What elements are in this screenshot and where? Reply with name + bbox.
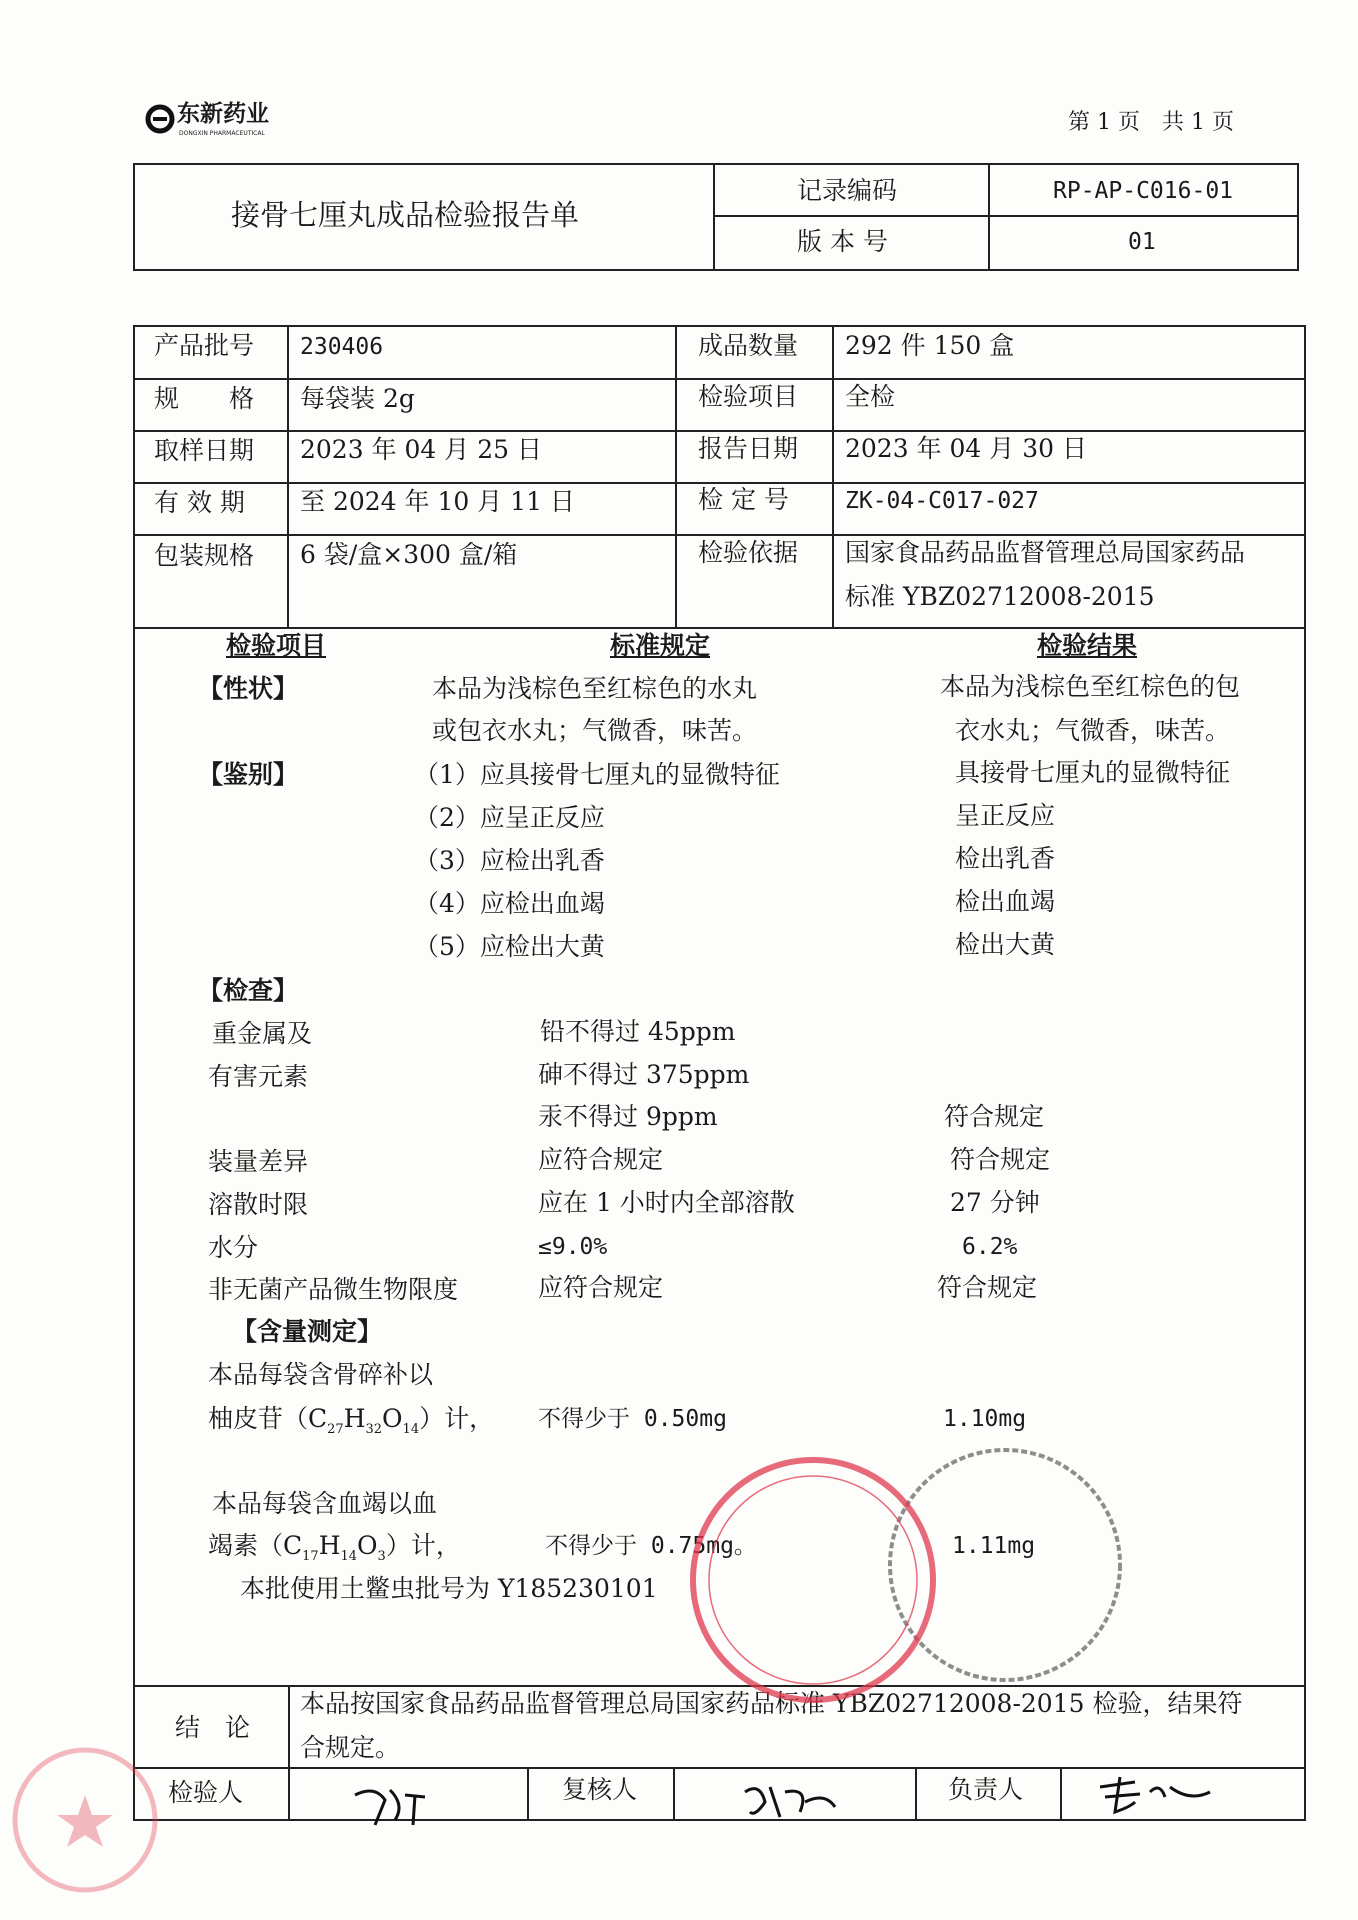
standard-text: 不得少于 0.50mg — [538, 1406, 727, 1432]
result-text: 符合规定 — [944, 1102, 1045, 1131]
basis-line-1: 国家食品药品监督管理总局国家药品 — [845, 538, 1246, 567]
result-text: 符合规定 — [950, 1145, 1051, 1174]
conclusion-text: 合规定。 — [300, 1733, 401, 1762]
result-text: 1.11mg — [952, 1533, 1036, 1559]
responsible-label: 负责人 — [948, 1775, 1024, 1804]
result-text: 符合规定 — [937, 1273, 1038, 1302]
conclusion-text: 本品按国家食品药品监督管理总局国家药品标准 YBZ02712008-2015 检验，结果符 — [300, 1689, 1243, 1718]
basis-label: 检验依据 — [698, 538, 799, 567]
result-text: 检出乳香 — [955, 844, 1056, 873]
standard-text: （4）应检出血竭 — [414, 889, 605, 918]
column-header-standard: 标准规定 — [610, 631, 711, 660]
standard-text: （1）应具接骨七厘丸的显微特征 — [414, 760, 780, 789]
result-text: 6.2% — [962, 1234, 1018, 1260]
logo-mark-icon — [145, 104, 175, 134]
reviewer-label: 复核人 — [562, 1775, 638, 1804]
version: 01 — [1128, 229, 1156, 255]
sample-date: 2023 年 04 月 25 日 — [300, 435, 542, 464]
batch-note: 本批使用土鳖虫批号为 Y185230101 — [240, 1574, 658, 1603]
item-label: 柚皮苷$(C_{27}H_{32}O_{14})$计， — [208, 1404, 495, 1437]
expiry: 至 2024 年 10 月 11 日 — [300, 487, 575, 516]
item-label: 溶散时限 — [208, 1190, 309, 1219]
item-label: 非无菌产品微生物限度 — [208, 1275, 459, 1304]
spec-label: 规 格 — [154, 384, 255, 413]
package-label: 包装规格 — [154, 541, 255, 570]
header-table — [133, 163, 1299, 271]
standard-text: 铅不得过 45ppm — [540, 1017, 736, 1046]
item-label: 本品每袋含血竭以血 — [212, 1489, 438, 1518]
column-header-result: 检验结果 — [1037, 631, 1138, 660]
result-text: 27 分钟 — [950, 1188, 1040, 1217]
standard-text: 或包衣水丸；气微香，味苦。 — [432, 716, 758, 745]
item-label: 竭素$(C_{17}H_{14}O_3)$计， — [208, 1531, 461, 1564]
corner-quality-stamp — [10, 1725, 160, 1915]
report-date: 2023 年 04 月 30 日 — [845, 434, 1087, 463]
batch-label: 产品批号 — [154, 331, 255, 360]
version-label: 版 本 号 — [797, 227, 888, 256]
batch-number: 230406 — [300, 334, 384, 360]
expiry-label: 有 效 期 — [154, 488, 245, 517]
report-date-label: 报告日期 — [698, 434, 799, 463]
standard-text: （2）应呈正反应 — [414, 803, 605, 832]
inspector-label: 检验人 — [168, 1778, 244, 1807]
item-label: 装量差异 — [208, 1147, 309, 1176]
standard-text: ≤9.0% — [538, 1234, 608, 1260]
company-logo — [145, 100, 295, 142]
column-header-item: 检验项目 — [226, 631, 327, 660]
standard-text: 本品为浅棕色至红棕色的水丸 — [432, 674, 758, 703]
standard-text: 不得少于 0.75mg。 — [545, 1533, 757, 1559]
standard-text: 应符合规定 — [538, 1273, 664, 1302]
result-text: 检出血竭 — [955, 887, 1056, 916]
package: 6 袋/盒×300 盒/箱 — [300, 540, 518, 569]
basis-line-2: 标准 YBZ02712008-2015 — [845, 582, 1155, 611]
standard-text: 应在 1 小时内全部溶散 — [538, 1188, 795, 1217]
check-number-label: 检 定 号 — [698, 485, 789, 514]
sample-date-label: 取样日期 — [154, 436, 255, 465]
result-text: 具接骨七厘丸的显微特征 — [955, 758, 1231, 787]
standard-text: 应符合规定 — [538, 1145, 664, 1174]
result-text: 检出大黄 — [955, 930, 1056, 959]
page-number: 第 1 页 共 1 页 — [1068, 110, 1234, 135]
red-inspection-stamp — [683, 1450, 943, 1710]
test-item: 全检 — [845, 382, 896, 411]
section-identification: 【鉴别】 — [198, 760, 299, 789]
result-text: 1.10mg — [943, 1406, 1027, 1432]
inspector-signature — [345, 1775, 435, 1835]
result-text: 呈正反应 — [955, 801, 1056, 830]
quantity: 292 件 150 盒 — [845, 331, 1015, 360]
conclusion-label: 结 论 — [175, 1713, 251, 1742]
section-inspection: 【检查】 — [198, 976, 299, 1005]
standard-text: 砷不得过 375ppm — [538, 1060, 750, 1089]
standard-text: 汞不得过 9ppm — [538, 1102, 718, 1131]
item-label: 有害元素 — [208, 1062, 309, 1091]
result-text: 本品为浅棕色至红棕色的包 — [940, 672, 1241, 701]
check-number: ZK-04-C017-027 — [845, 488, 1039, 514]
reviewer-signature — [740, 1772, 840, 1827]
record-code: RP-AP-C016-01 — [1053, 178, 1234, 204]
spec: 每袋装 2g — [300, 384, 415, 413]
responsible-signature — [1090, 1772, 1220, 1817]
section-assay: 【含量测定】 — [232, 1317, 383, 1346]
section-appearance: 【性状】 — [198, 674, 299, 703]
standard-text: （3）应检出乳香 — [414, 846, 605, 875]
test-item-label: 检验项目 — [698, 382, 799, 411]
result-text: 衣水丸；气微香，味苦。 — [955, 716, 1231, 745]
logo-name: 东新药业 — [177, 101, 269, 127]
item-label: 重金属及 — [212, 1019, 313, 1048]
item-label: 本品每袋含骨碎补以 — [208, 1360, 434, 1389]
quantity-label: 成品数量 — [698, 331, 799, 360]
item-label: 水分 — [208, 1233, 259, 1262]
report-title: 接骨七厘丸成品检验报告单 — [231, 198, 580, 232]
standard-text: （5）应检出大黄 — [414, 932, 605, 961]
record-code-label: 记录编码 — [797, 176, 898, 205]
logo-subtitle: DONGXIN PHARMACEUTICAL — [179, 130, 265, 137]
